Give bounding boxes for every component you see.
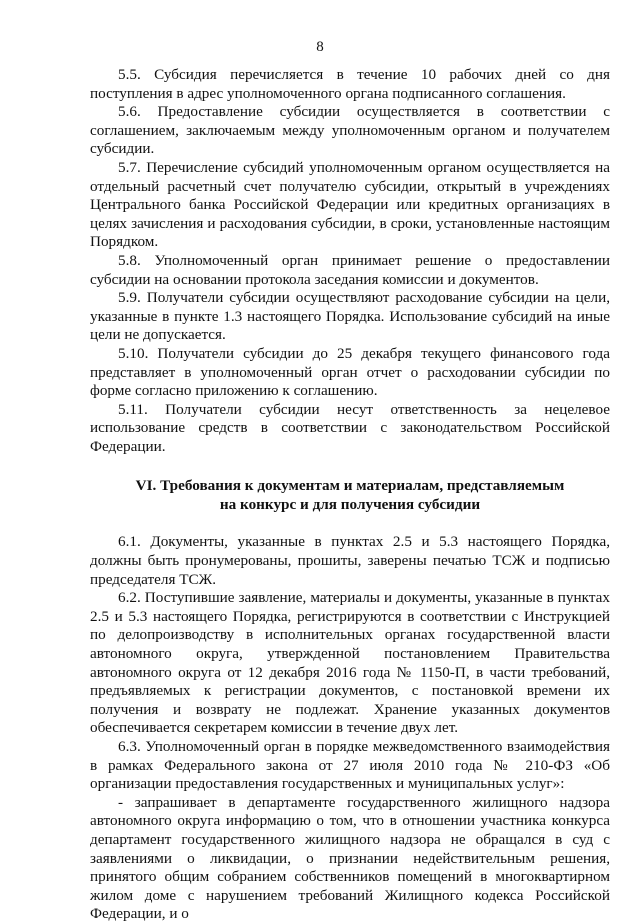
paragraph-6-3: 6.3. Уполномоченный орган в порядке межведомственного взаимодействия в рамках Федерального закона от 27 июля 2010 года № 210-ФЗ «Об организации предоставления государственных и муниципальных услуг»: bbox=[90, 738, 610, 793]
paragraph-6-2: 6.2. Поступившие заявление, материалы и документы, указанные в пунктах 2.5 и 5.3 настоящего Порядка, регистрируются в соответствии с Инструкцией по делопроизводству в исполнительных органах государственной власти автономного округа, утвержденной постановлением Правительства автономного округа от 12 декабря 2016 года № 1150-П, в части требований, предъявляемых к регистрации документов, с постановкой времени их получения и возврату не подлежат. Хранение указанных документов обеспечивается секретарем комиссии в течение двух лет. bbox=[90, 589, 610, 737]
paragraph-5-8: 5.8. Уполномоченный орган принимает решение о предоставлении субсидии на основании протокола заседания комиссии и документов. bbox=[90, 251, 610, 288]
paragraph-5-10: 5.10. Получатели субсидии до 25 декабря текущего финансового года представляет в уполномоченный орган отчет о расходовании субсидии по форме согласно приложению к соглашению. bbox=[90, 344, 610, 400]
page-number: 8 bbox=[316, 39, 324, 55]
paragraph-6-1: 6.1. Документы, указанные в пунктах 2.5 и 5.3 настоящего Порядка, должны быть пронумерованы, прошиты, заверены печатью ТСЖ и подписью председателя ТСЖ. bbox=[90, 533, 610, 588]
section-heading bbox=[90, 476, 610, 514]
document-body bbox=[90, 66, 610, 924]
paragraph-5-5: 5.5. Субсидия перечисляется в течение 10 рабочих дней со дня поступления в адрес уполномоченного органа подписанного соглашения. bbox=[90, 66, 610, 102]
paragraph-6-3-item: - запрашивает в департаменте государственного жилищного надзора автономного округа информацию о том, что в отношении участника конкурса департамент государственного жилищного надзора не обращался в суд с заявлениями о ликвидации, о признании недействительным решения, принятого общим собранием собственников помещений в многоквартирном жилом доме с нарушением требований Жилищного кодекса Российской Федерации, и о bbox=[90, 793, 610, 923]
section-heading-line-2: на конкурс и для получения субсидии bbox=[219, 496, 481, 514]
paragraph-5-7: 5.7. Перечисление субсидий уполномоченным органом осуществляется на отдельный расчетный счет получателю субсидии, открытый в учреждениях Центрального банка Российской Федерации или кредитных организациях в целях зачисления и расходования субсидии, в сроки, установленные настоящим Порядком. bbox=[90, 158, 610, 251]
paragraph-5-6: 5.6. Предоставление субсидии осуществляется в соответствии с соглашением, заключаемым между уполномоченным органом и получателем субсидии. bbox=[90, 103, 610, 158]
paragraph-5-9: 5.9. Получатели субсидии осуществляют расходование субсидии на цели, указанные в пункте 1.3 настоящего Порядка. Использование субсидий на иные цели не допускается. bbox=[90, 289, 610, 344]
section-heading-line-1: VI. Требования к документам и материалам, представляемым bbox=[135, 477, 565, 495]
paragraph-5-11: 5.11. Получатели субсидии несут ответственность за нецелевое использование средств в соответствии с законодательством Российской Федерации. bbox=[90, 400, 610, 455]
